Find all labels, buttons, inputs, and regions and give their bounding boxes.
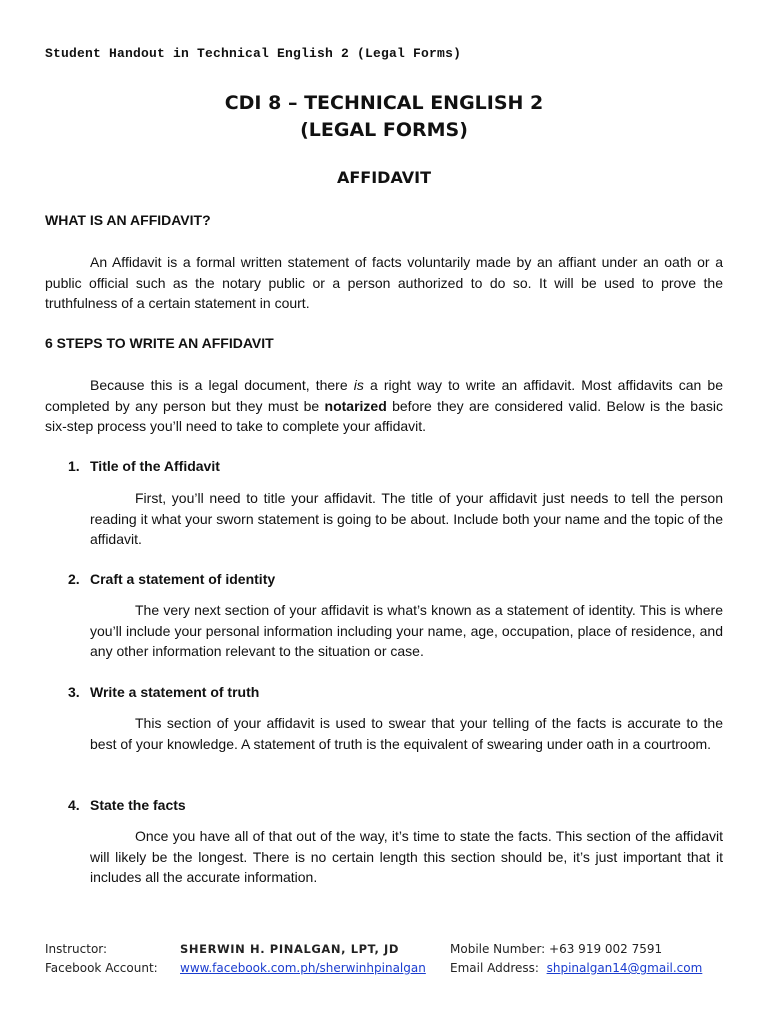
step-number: 1. <box>68 458 80 474</box>
steps-intro-part-2: a right way to write an affidavit. Most affidavits can be completed by any person but they must be <box>45 377 723 414</box>
step-number: 4. <box>68 797 80 813</box>
step-heading <box>68 684 259 700</box>
steps-intro-italic: is <box>353 377 364 393</box>
email-label: Email Address: <box>450 961 539 975</box>
step-heading <box>68 571 275 587</box>
step-body-text: This section of your affidavit is used to swear that your telling of the facts is accurate to the best of your knowledge. A statement of truth is the equivalent of swearing under oath in a courtroom. <box>90 715 723 752</box>
instructor-label: Instructor: <box>45 942 108 956</box>
mobile-label: Mobile Number: <box>450 942 546 956</box>
step-body-text: Once you have all of that out of the way, it’s time to state the facts. This section of the affidavit will likely be the longest. There is no certain length this section should be, it’s just important that it includes all the accurate information. <box>90 828 723 885</box>
step-heading <box>68 458 220 474</box>
step-number: 2. <box>68 571 80 587</box>
step-title: State the facts <box>90 797 186 813</box>
step-heading <box>68 797 186 813</box>
section-body-what-is <box>45 252 723 314</box>
section-heading-steps: 6 STEPS TO WRITE AN AFFIDAVIT <box>45 335 274 351</box>
step-body <box>90 600 723 662</box>
document-subtitle: AFFIDAVIT <box>336 168 432 187</box>
email-address <box>450 961 702 975</box>
step-body-text: The very next section of your affidavit is what’s known as a statement of identity. This is where you’ll include your personal information including your name, age, occupation, place of residence, and any other information relevant to the situation or case. <box>90 602 723 659</box>
steps-intro-part-3: before they are considered valid. Below is the basic six-step process you’ll need to take to complete your affidavit. <box>45 397 723 434</box>
step-title: Title of the Affidavit <box>90 458 220 474</box>
step-title: Craft a statement of identity <box>90 571 276 587</box>
step-body <box>90 488 723 550</box>
step-body <box>90 826 723 888</box>
step-body-text: First, you’ll need to title your affidavit. The title of your affidavit just needs to tell the person reading it what your sworn statement is going to be about. Include both your name and the topic of the affidavit. <box>90 490 723 547</box>
steps-intro-part-1: Because this is a legal document, there <box>90 377 354 393</box>
document-title-line-2: (LEGAL FORMS) <box>300 119 468 141</box>
document-title-line-1: CDI 8 – TECHNICAL ENGLISH 2 <box>224 92 544 114</box>
facebook-link[interactable]: www.facebook.com.ph/sherwinhpinalgan <box>180 961 426 975</box>
section-body-what-is-text: An Affidavit is a formal written statement of facts voluntarily made by an affiant under an oath or a public official such as the notary public or a person authorized to do so. It will be used to prove the truthfulness of a certain statement in court. <box>45 254 723 311</box>
step-title: Write a statement of truth <box>90 684 260 700</box>
instructor-name: SHERWIN H. PINALGAN, LPT, JD <box>180 942 400 956</box>
section-heading-what-is: WHAT IS AN AFFIDAVIT? <box>45 212 211 228</box>
running-header: Student Handout in Technical English 2 (Legal Forms) <box>45 46 462 61</box>
step-number: 3. <box>68 684 80 700</box>
footer-row-contacts <box>45 961 745 980</box>
steps-intro-bold: notarized <box>324 397 387 414</box>
section-body-steps <box>45 375 723 437</box>
mobile-number <box>450 942 662 956</box>
step-body <box>90 713 723 754</box>
facebook-label: Facebook Account: <box>45 961 158 975</box>
email-link[interactable]: shpinalgan14@gmail.com <box>546 961 703 975</box>
footer-row-instructor <box>45 942 745 961</box>
mobile-value: +63 919 002 7591 <box>549 942 663 956</box>
page-footer <box>45 942 745 980</box>
